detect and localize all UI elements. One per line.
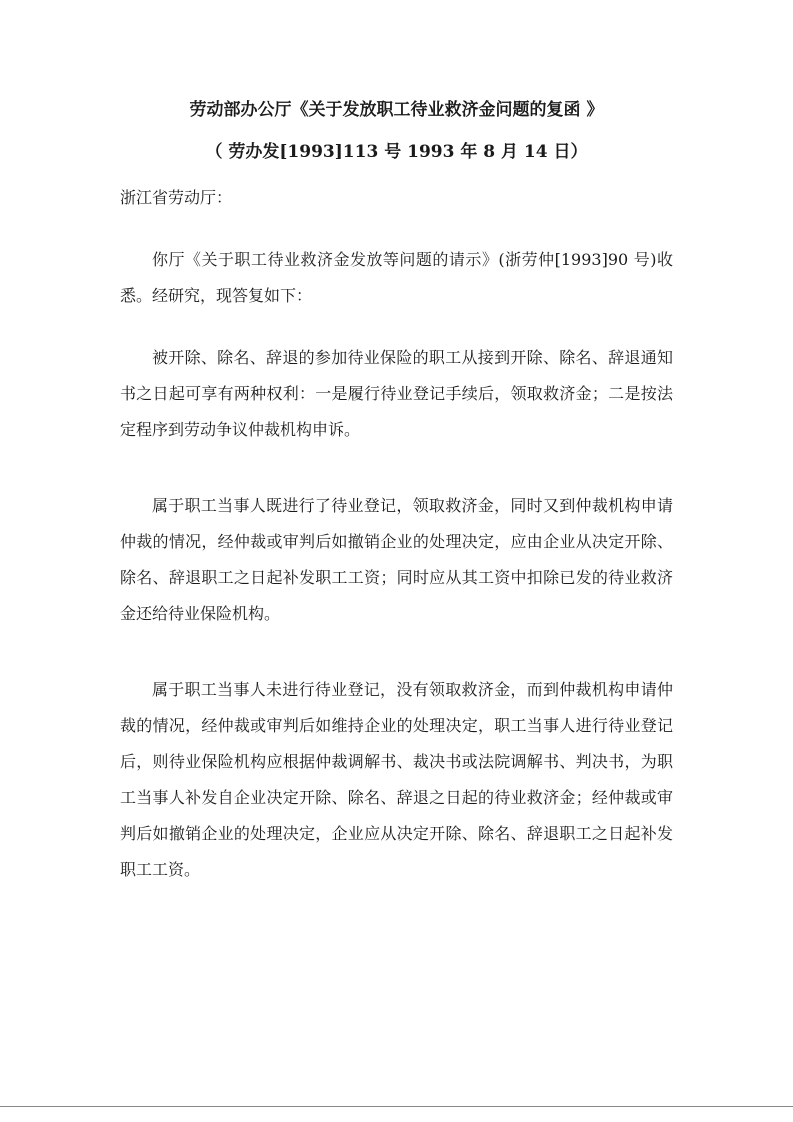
paragraph-4: 属于职工当事人未进行待业登记，没有领取救济金，而到仲裁机构申请仲裁的情况，经仲裁或审判后如维持企业的处理决定，职工当事人进行待业登记后，则待业保险机构应根据仲裁调解书、裁决书或法院调解书、判决书，为职工当事人补发自企业决定开除、除名、辞退之日起的待业救济金；经仲裁或审判后如撤销企业的处理决定，企业应从决定开除、除名、辞退职工之日起补发职工工资。	[120, 680, 673, 879]
paragraph-2: 被开除、除名、辞退的参加待业保险的职工从接到开除、除名、辞退通知书之日起可享有两种权利：一是履行待业登记手续后，领取救济金；二是按法定程序到劳动争议仲裁机构申诉。	[120, 348, 673, 439]
document-title: 劳动部办公厅《关于发放职工待业救济金问题的复函 》	[189, 100, 604, 120]
paragraph-3: 属于职工当事人既进行了待业登记，领取救济金，同时又到仲裁机构申请仲裁的情况，经仲裁或审判后如撤销企业的处理决定，应由企业从决定开除、除名、辞退职工之日起补发职工工资；同时应从其工资中扣除已发的待业救济金还给待业保险机构。	[120, 496, 673, 623]
page-bottom-divider	[0, 1106, 793, 1107]
document-subtitle: （ 劳办发[1993]113 号 1993 年 8 月 14 日）	[205, 142, 588, 162]
paragraph-1: 你厅《关于职工待业救济金发放等问题的请示》(浙劳仲[1993]90 号)收悉。经研究，现答复如下：	[120, 250, 673, 305]
salutation: 浙江省劳动厅：	[120, 188, 233, 207]
